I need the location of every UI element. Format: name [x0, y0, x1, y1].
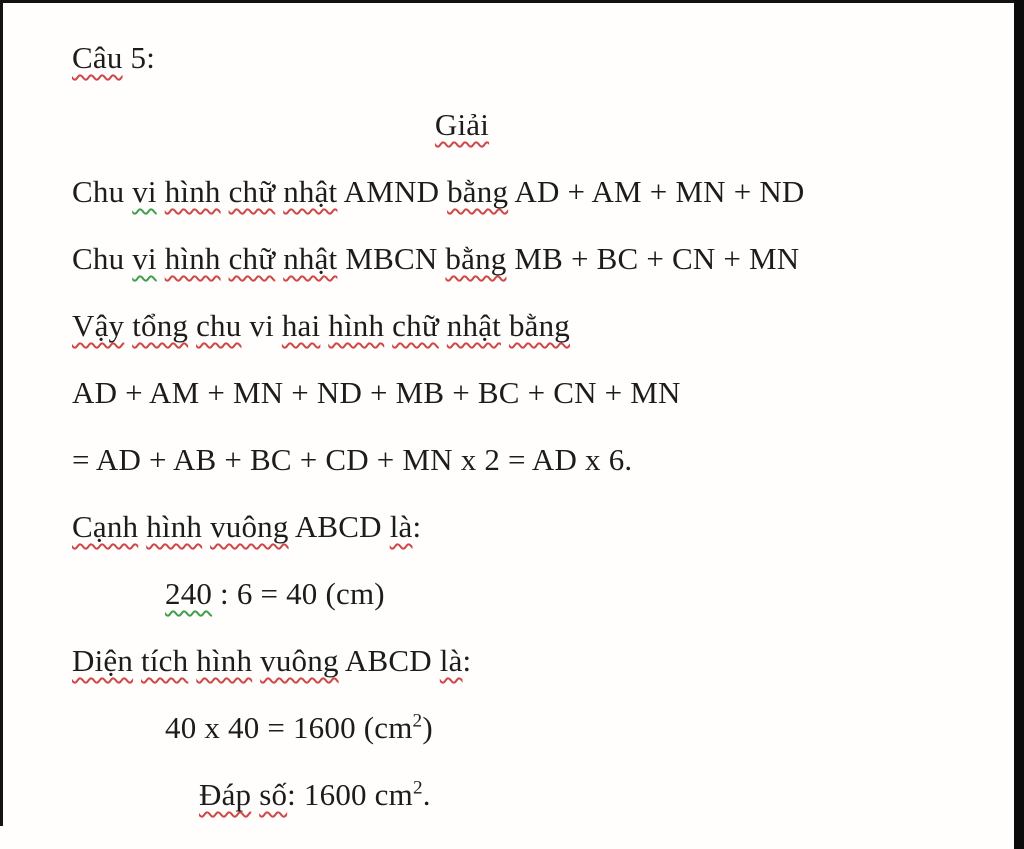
text-segment [275, 174, 283, 209]
page-border-right [1014, 0, 1024, 849]
text-segment: 40 x 40 = 1600 (cm [165, 710, 413, 745]
text-segment: : 6 = 40 (cm) [212, 576, 385, 611]
text-segment [124, 308, 132, 343]
misspelled-word: chữ [392, 308, 439, 343]
document-body [72, 38, 972, 842]
misspelled-word: nhật [283, 241, 338, 276]
text-segment [252, 643, 260, 678]
misspelled-word: chữ [228, 241, 276, 276]
text-segment: Chu [72, 174, 133, 209]
misspelled-word: hình [164, 174, 221, 209]
misspelled-word: tích [141, 643, 189, 678]
misspelled-word: hình [196, 643, 253, 678]
text-segment: . [422, 777, 431, 812]
text-segment [221, 241, 229, 276]
area-calculation-line [72, 708, 972, 747]
answer-line [72, 775, 972, 814]
text-segment: : 1600 cm [287, 777, 413, 812]
perimeter-mbcn-line [72, 239, 972, 278]
misspelled-word: bằng [445, 241, 507, 276]
text-segment: AD + AM + MN + ND + MB + BC + CN + MN [72, 375, 681, 410]
misspelled-word: nhật [446, 308, 501, 343]
misspelled-word: tổng [132, 308, 189, 343]
text-segment [384, 308, 392, 343]
misspelled-word: chu [196, 308, 242, 343]
misspelled-word: là [389, 509, 413, 544]
simplified-expression-line [72, 440, 972, 479]
misspelled-word: vi [132, 241, 157, 276]
text-segment: ABCD [288, 509, 390, 544]
text-segment [157, 174, 165, 209]
text-segment [275, 241, 283, 276]
text-segment [188, 308, 196, 343]
superscript: 2 [412, 777, 423, 799]
text-segment: 5: [122, 40, 156, 75]
text-segment [439, 308, 447, 343]
text-segment: AMND [337, 174, 448, 209]
text-segment: = AD + AB + BC + CD + MN x 2 = AD x 6. [72, 442, 633, 477]
misspelled-word: Vậy [72, 308, 125, 343]
misspelled-word: là [439, 643, 463, 678]
misspelled-word: vuông [260, 643, 339, 678]
text-segment: : [412, 509, 422, 544]
misspelled-word: nhật [283, 174, 338, 209]
solution-heading [72, 105, 972, 144]
misspelled-word: Đáp [199, 777, 252, 812]
misspelled-word: bằng [447, 174, 509, 209]
text-segment: ABCD [338, 643, 440, 678]
misspelled-word: hình [146, 509, 203, 544]
misspelled-word: Giải [434, 107, 490, 142]
side-calculation-line [72, 574, 972, 613]
text-segment [501, 308, 509, 343]
side-statement-line [72, 507, 972, 546]
text-segment [221, 174, 229, 209]
misspelled-word: hình [328, 308, 385, 343]
misspelled-word: chữ [228, 174, 276, 209]
misspelled-word: vuông [210, 509, 289, 544]
text-segment: ) [422, 710, 433, 745]
text-segment: vi [241, 308, 282, 343]
text-segment: MBCN [337, 241, 446, 276]
question-label [72, 38, 972, 77]
sum-expression-line [72, 373, 972, 412]
text-segment [251, 777, 259, 812]
text-segment: AD + AM + MN + ND [508, 174, 805, 209]
perimeter-amnd-line [72, 172, 972, 211]
misspelled-word: hình [164, 241, 221, 276]
area-statement-line [72, 641, 972, 680]
text-segment [157, 241, 165, 276]
superscript: 2 [412, 710, 423, 732]
misspelled-word: 240 [165, 576, 213, 611]
misspelled-word: hai [281, 308, 321, 343]
page-border-top [0, 0, 1024, 3]
misspelled-word: bằng [508, 308, 570, 343]
misspelled-word: số [259, 777, 288, 812]
misspelled-word: vi [132, 174, 157, 209]
page-border-left [0, 0, 3, 826]
misspelled-word: Câu [72, 40, 123, 75]
total-perimeter-intro-line [72, 306, 972, 345]
text-segment [133, 643, 141, 678]
misspelled-word: Diện [72, 643, 134, 678]
misspelled-word: Cạnh [72, 509, 139, 544]
text-segment: : [462, 643, 472, 678]
text-segment [138, 509, 146, 544]
text-segment: MB + BC + CN + MN [506, 241, 800, 276]
text-segment: Chu [72, 241, 133, 276]
text-segment [202, 509, 210, 544]
